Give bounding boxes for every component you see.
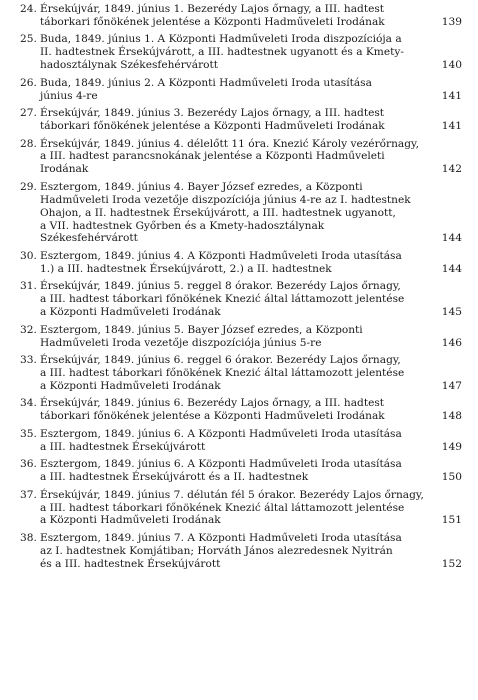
- entry-page-number: 141: [441, 120, 462, 133]
- entry-description: [40, 33, 462, 72]
- entry-page-number: 142: [441, 163, 462, 176]
- entry-description: [40, 181, 462, 246]
- toc-entry: [20, 397, 462, 423]
- entry-page-number: 140: [441, 59, 462, 72]
- entry-description-line: Buda, 1849. június 1. A Központi Hadműveleti Iroda diszpozíciója a: [40, 33, 402, 46]
- entry-page-number: 150: [441, 471, 462, 484]
- entry-description-line: Székesfehérvárott: [40, 232, 138, 245]
- toc-entry: [20, 138, 462, 177]
- entry-number: 31.: [20, 280, 37, 293]
- toc-entry: [20, 354, 462, 393]
- entry-page-number: 151: [441, 514, 462, 527]
- entry-description-line: Érsekújvár, 1849. június 5. reggel 8 órakor. Bezerédy Lajos őrnagy,: [40, 280, 401, 293]
- entry-description-line: táborkari főnökének jelentése a Központi Hadműveleti Irodának: [40, 120, 385, 133]
- entry-number: 35.: [20, 427, 37, 440]
- toc-entry: [20, 181, 462, 246]
- toc-entry: [20, 458, 462, 484]
- entry-number: 28.: [20, 137, 37, 150]
- entry-description-line: Érsekújvár, 1849. június 6. Bezerédy Lajos őrnagy, a III. hadtest: [40, 397, 385, 410]
- entry-description-line: Esztergom, 1849. június 4. Bayer József ezredes, a Központi: [40, 180, 363, 193]
- entry-description-line: Esztergom, 1849. június 6. A Központi Hadműveleti Iroda utasítása: [40, 458, 402, 471]
- entry-description-line: a III. hadtest táborkari főnökének Knezić által láttamozott jelentése: [40, 293, 405, 306]
- entry-page-number: 144: [441, 262, 462, 275]
- entry-description-line: Esztergom, 1849. június 6. A Központi Hadműveleti Iroda utasítása: [40, 427, 402, 440]
- entry-page-number: 149: [441, 440, 462, 453]
- entry-description-line: az I. hadtestnek Komjátiban; Horváth János alezredesnek Nyitrán: [40, 544, 393, 557]
- entry-number: 36.: [20, 458, 37, 471]
- entry-number: 26.: [20, 76, 37, 89]
- entry-description: [40, 324, 462, 350]
- entry-description: [40, 77, 462, 103]
- entry-description-line: a Központi Hadműveleti Irodának: [40, 306, 221, 319]
- toc-list: [20, 3, 462, 571]
- entry-number: 38.: [20, 531, 37, 544]
- toc-entry: [20, 428, 462, 454]
- entry-description-line: táborkari főnökének jelentése a Központi Hadműveleti Irodának: [40, 15, 385, 28]
- entry-description-line: Ohajon, a II. hadtestnek Érsekújvárott, a III. hadtestnek ugyanott,: [40, 206, 396, 219]
- entry-description-line: Érsekújvár, 1849. június 7. délután fél 5 órakor. Bezerédy Lajos őrnagy,: [40, 488, 424, 501]
- toc-entry: [20, 33, 462, 72]
- entry-description: [40, 428, 462, 454]
- entry-page-number: 144: [441, 232, 462, 245]
- entry-description-line: Érsekújvár, 1849. június 3. Bezerédy Lajos őrnagy, a III. hadtest: [40, 107, 385, 120]
- entry-description-line: hadosztálynak Székesfehérvárott: [40, 59, 219, 72]
- entry-description: [40, 138, 462, 177]
- entry-page-number: 147: [441, 379, 462, 392]
- entry-number: 25.: [20, 33, 37, 46]
- entry-description-line: és a III. hadtestnek Érsekújvárott: [40, 557, 221, 570]
- entry-description-line: Hadműveleti Iroda vezetője diszpozíciója június 4-re az I. hadtestnek: [40, 193, 411, 206]
- toc-entry: [20, 107, 462, 133]
- entry-description-line: a III. hadtest táborkari főnökének Knezić által láttamozott jelentése: [40, 501, 405, 514]
- entry-description-line: Érsekújvár, 1849. június 6. reggel 6 órakor. Bezerédy Lajos őrnagy,: [40, 354, 401, 367]
- toc-entry: [20, 280, 462, 319]
- entry-description-line: a III. hadtest táborkari főnökének Knezić által láttamozott jelentése: [40, 367, 405, 379]
- entry-description: [40, 280, 462, 319]
- entry-number: 33.: [20, 354, 37, 367]
- entry-number: 34.: [20, 397, 37, 410]
- entry-page-number: 148: [441, 410, 462, 423]
- entry-number: 27.: [20, 107, 37, 120]
- entry-number: 29.: [20, 180, 37, 193]
- entry-description-line: a Központi Hadműveleti Irodának: [40, 514, 221, 527]
- toc-entry: [20, 324, 462, 350]
- toc-entry: [20, 250, 462, 276]
- toc-entry: [20, 77, 462, 103]
- toc-entry: [20, 3, 462, 29]
- entry-description-line: 1.) a III. hadtestnek Érsekújvárott, 2.) a II. hadtestnek: [40, 262, 332, 275]
- entry-description-line: Irodának: [40, 163, 89, 176]
- toc-entry: [20, 489, 462, 528]
- entry-page-number: 141: [441, 89, 462, 102]
- entry-number: 30.: [20, 249, 37, 262]
- entry-description-line: a III. hadtestnek Érsekújvárott: [40, 440, 206, 453]
- entry-description-line: a III. hadtest parancsnokának jelentése a Központi Hadműveleti: [40, 150, 385, 163]
- entry-description-line: június 4-re: [40, 89, 98, 102]
- entry-description: [40, 532, 462, 571]
- entry-page-number: 152: [441, 557, 462, 570]
- entry-description-line: a III. hadtestnek Érsekújvárott és a II. hadtestnek: [40, 471, 309, 484]
- entry-description-line: Esztergom, 1849. június 7. A Központi Hadműveleti Iroda utasítása: [40, 531, 402, 544]
- entry-description-line: II. hadtestnek Érsekújvárott, a III. hadtestnek ugyanott és a Kmety-: [40, 46, 404, 59]
- toc-entry: [20, 532, 462, 571]
- entry-description-line: Buda, 1849. június 2. A Központi Hadműveleti Iroda utasítása: [40, 76, 372, 89]
- entry-number: 37.: [20, 488, 37, 501]
- entry-description-line: Érsekújvár, 1849. június 1. Bezerédy Lajos őrnagy, a III. hadtest: [40, 3, 385, 15]
- entry-description: [40, 107, 462, 133]
- entry-description-line: Esztergom, 1849. június 5. Bayer József ezredes, a Központi: [40, 323, 363, 336]
- entry-description: [40, 458, 462, 484]
- entry-page-number: 139: [441, 15, 462, 28]
- entry-description: [40, 489, 462, 528]
- entry-description-line: a Központi Hadműveleti Irodának: [40, 379, 221, 392]
- entry-page-number: 146: [441, 336, 462, 349]
- entry-description-line: Hadműveleti Iroda vezetője diszpozíciója június 5-re: [40, 336, 322, 349]
- entry-number: 32.: [20, 323, 37, 336]
- entry-description: [40, 397, 462, 423]
- entry-description: [40, 354, 462, 393]
- entry-description: [40, 250, 462, 276]
- entry-description-line: Esztergom, 1849. június 4. A Központi Hadműveleti Iroda utasítása: [40, 249, 402, 262]
- entry-page-number: 145: [441, 306, 462, 319]
- entry-description: [40, 3, 462, 29]
- entry-description-line: táborkari főnökének jelentése a Központi Hadműveleti Irodának: [40, 410, 385, 423]
- entry-number: 24.: [20, 3, 37, 15]
- entry-description-line: Érsekújvár, 1849. június 4. délelőtt 11 óra. Knezić Károly vezérőrnagy,: [40, 137, 419, 150]
- entry-description-line: a VII. hadtestnek Győrben és a Kmety-hadosztálynak: [40, 219, 325, 232]
